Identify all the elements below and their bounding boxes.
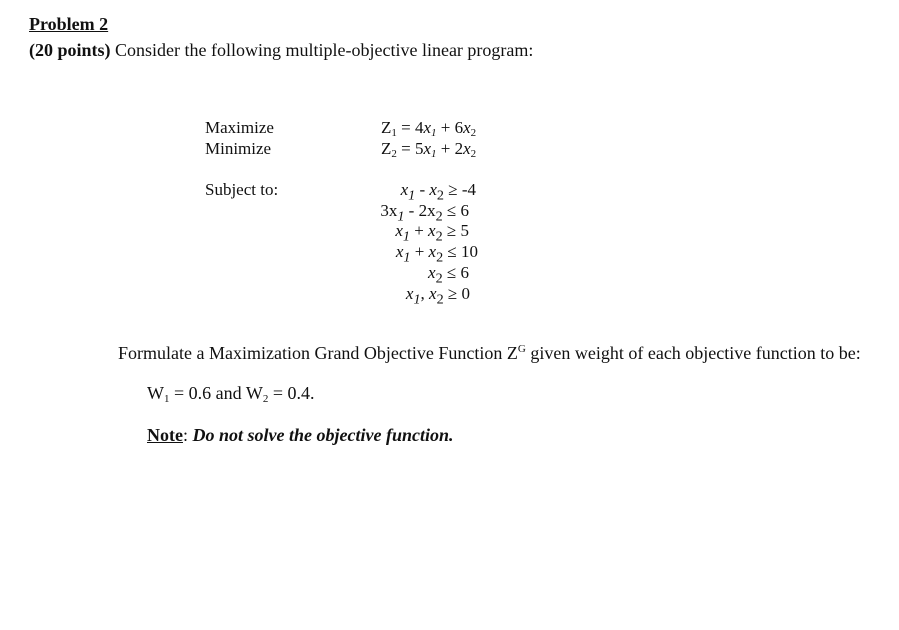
intro-text: Consider the following multiple-objective linear program:	[110, 40, 534, 60]
weights-line: $W_1 = 0.6$ and $W_2 = 0.4$.	[147, 383, 315, 405]
constraint-1: $x_1 - x_2 \ge -4$	[400, 180, 476, 204]
note-text: Do not solve the objective function.	[192, 425, 454, 445]
minimize-label: Minimize	[205, 139, 272, 158]
note-label: Note	[147, 425, 183, 445]
constraint-6: $x_1$, $x_2 \ge 0$	[405, 284, 470, 308]
subject-to-label: Subject to:	[205, 180, 279, 199]
note-line: Note: Do not solve the objective function.	[147, 425, 454, 445]
problem-intro	[29, 40, 533, 61]
constraint-4: $x_1 + x_2 \le 10$	[395, 242, 478, 266]
objective-z2: $Z_2 = 5x_1 + 2x_2$	[381, 139, 477, 160]
constraint-5: $x_2 \le 6$	[428, 263, 469, 287]
constraint-3: $x_1 + x_2 \ge 5$	[395, 221, 469, 245]
constraint-2: $3x_1 - 2x_2 \le 6$	[380, 201, 469, 225]
maximize-label: Maximize	[205, 118, 274, 137]
formulate-instruction: Formulate a Maximization Grand Objective Function $Z^G$ given weight of each objective function to be:	[118, 343, 861, 363]
points-label: (20 points)	[29, 40, 111, 60]
problem-title: Problem 2	[29, 14, 109, 34]
objective-z1: $Z_1 = 4x_1 + 6x_2$	[381, 118, 477, 139]
